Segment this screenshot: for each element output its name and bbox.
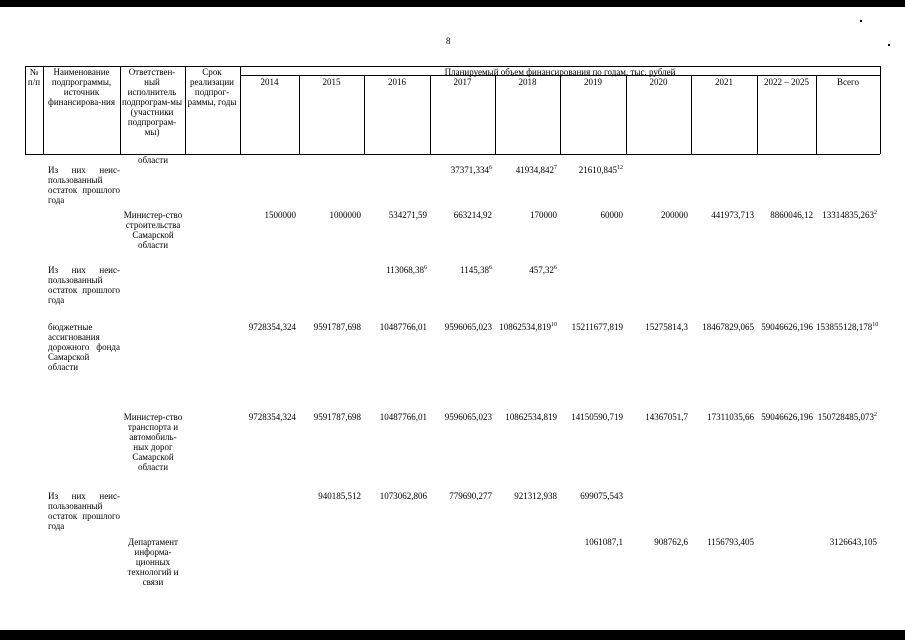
footnote-mark: 6: [489, 265, 492, 271]
row-label: Из них неис-пользованный остаток прошлого года: [48, 165, 120, 205]
value-cell: [430, 412, 492, 422]
footnote-mark: 2: [874, 412, 877, 418]
value-cell: [240, 210, 296, 220]
value-text: 457,32: [529, 265, 554, 275]
value-cell: [495, 491, 557, 501]
header-name: Наименование подпрограммы, источник финансирова-ния: [48, 67, 115, 107]
value-cell: [560, 412, 623, 422]
year-header-3: 2017: [453, 77, 472, 87]
value-text: 17311035,66: [707, 412, 754, 422]
year-header-0: 2014: [260, 77, 279, 87]
value-text: 779690,277: [449, 491, 492, 501]
value-text: 59046626,196: [761, 412, 813, 422]
value-cell: [626, 322, 688, 332]
header-num: № п/п: [27, 67, 41, 87]
value-text: 10862534,819: [499, 322, 551, 332]
value-text: 908762,6: [654, 537, 688, 547]
value-text: 41934,842: [515, 165, 554, 175]
value-cell: [691, 537, 754, 547]
value-text: 940185,512: [318, 491, 361, 501]
value-cell: [430, 210, 492, 220]
value-cell: [299, 210, 361, 220]
footnote-mark: 6: [489, 165, 492, 171]
value-text: 8860046,12: [770, 210, 813, 220]
value-cell: [430, 165, 492, 175]
bottom-border-bar: [0, 630, 905, 640]
value-cell: [560, 322, 623, 332]
value-cell: [364, 322, 427, 332]
value-cell: [495, 210, 557, 220]
value-text: 9591787,698: [313, 412, 361, 422]
value-text: 9591787,698: [313, 322, 361, 332]
value-cell: [495, 265, 557, 275]
value-cell: [757, 210, 813, 220]
value-text: 699075,543: [580, 491, 623, 501]
value-text: 18467829,065: [702, 322, 754, 332]
value-cell: [626, 412, 688, 422]
value-text: 21610,845: [578, 165, 617, 175]
value-cell: [364, 265, 427, 275]
value-text: 534271,59: [388, 210, 427, 220]
value-text: 441973,713: [711, 210, 754, 220]
page-number: 8: [446, 36, 451, 46]
header-planned: Планируемый объем финансирования по годам, тыс. рублей: [444, 67, 676, 77]
value-cell: [364, 491, 427, 501]
value-cell: [816, 537, 877, 547]
header-responsible: Ответствен-ный исполнитель подпрограм-мы (участники подпрограм-мы): [121, 67, 183, 137]
value-text: 9596065,023: [444, 412, 492, 422]
scan-speck: [860, 20, 862, 22]
value-cell: [299, 491, 361, 501]
year-header-7: 2021: [715, 77, 733, 87]
value-text: 13314835,263: [822, 210, 874, 220]
year-header-2: 2016: [388, 77, 406, 87]
value-text: 1500000: [264, 210, 296, 220]
value-cell: [757, 412, 813, 422]
value-text: 113068,38: [386, 265, 424, 275]
value-text: 153855128,178: [816, 322, 873, 332]
row-executor: области: [137, 155, 169, 165]
value-cell: [816, 322, 877, 332]
footnote-mark: 6: [554, 265, 557, 271]
footnote-mark: 12: [617, 165, 623, 171]
value-cell: [430, 265, 492, 275]
value-text: 663214,92: [453, 210, 492, 220]
value-text: 170000: [530, 210, 557, 220]
value-text: 1145,38: [460, 265, 489, 275]
value-cell: [299, 322, 361, 332]
row-label: бюджетные ассигнования дорожного фонда Самарской области: [48, 322, 120, 372]
value-cell: [364, 210, 427, 220]
value-cell: [240, 322, 296, 332]
header-grid-line: [880, 66, 881, 154]
value-cell: [560, 491, 623, 501]
value-cell: [560, 210, 623, 220]
value-text: 59046626,196: [761, 322, 813, 332]
value-text: 1156793,405: [707, 537, 754, 547]
year-header-5: 2019: [584, 77, 602, 87]
value-cell: [816, 412, 877, 422]
year-header-4: 2018: [518, 77, 537, 87]
value-cell: [430, 491, 492, 501]
value-text: 200000: [661, 210, 688, 220]
value-cell: [364, 412, 427, 422]
row-executor: Министер-ство строительства Самарской области: [123, 210, 183, 250]
value-text: 9728354,324: [248, 322, 296, 332]
value-text: 10487766,01: [379, 322, 427, 332]
value-cell: [299, 412, 361, 422]
row-label: Из них неис-пользованный остаток прошлого года: [48, 265, 120, 305]
row-executor: Департамент информа-ционных технологий и связи: [127, 537, 179, 587]
value-cell: [626, 537, 688, 547]
footnote-mark: 10: [551, 322, 557, 328]
value-text: 3126643,105: [829, 537, 877, 547]
row-label: Из них неис-пользованный остаток прошлого года: [48, 491, 120, 531]
value-text: 9728354,324: [248, 412, 296, 422]
row-executor: Министер-ство транспорта и автомобиль-ных дорог Самарской области: [123, 412, 183, 472]
value-cell: [816, 210, 877, 220]
value-text: 921312,938: [514, 491, 557, 501]
value-cell: [495, 165, 557, 175]
value-cell: [691, 210, 754, 220]
value-cell: [560, 537, 623, 547]
value-cell: [430, 322, 492, 332]
value-text: 14367051,7: [645, 412, 688, 422]
value-text: 1061087,1: [584, 537, 623, 547]
value-cell: [626, 210, 688, 220]
footnote-mark: 2: [874, 210, 877, 216]
value-text: 15211677,819: [571, 322, 623, 332]
year-header-8: 2022 – 2025: [764, 77, 809, 87]
value-text: 9596065,023: [444, 322, 492, 332]
value-text: 14150590,719: [571, 412, 623, 422]
value-cell: [495, 412, 557, 422]
footnote-mark: 6: [424, 265, 427, 271]
year-header-9: Всего: [836, 77, 860, 87]
value-text: 10862534,819: [505, 412, 557, 422]
header-term: Срок реализации подпрог-раммы, годы: [187, 67, 237, 107]
scan-speck: [888, 44, 890, 46]
value-text: 10487766,01: [379, 412, 427, 422]
footnote-mark: 10: [872, 322, 879, 328]
year-header-1: 2015: [322, 77, 341, 87]
value-cell: [691, 322, 754, 332]
top-border-bar: [0, 0, 905, 7]
value-text: 1000000: [329, 210, 361, 220]
value-cell: [757, 322, 813, 332]
value-cell: [240, 412, 296, 422]
value-text: 1073062,806: [379, 491, 427, 501]
value-text: 150728485,073: [817, 412, 874, 422]
value-cell: [691, 412, 754, 422]
value-text: 15275814,3: [645, 322, 688, 332]
footnote-mark: 7: [554, 165, 557, 171]
value-cell: [495, 322, 557, 332]
value-text: 37371,334: [450, 165, 489, 175]
year-header-6: 2020: [649, 77, 668, 87]
value-cell: [560, 165, 623, 175]
value-text: 60000: [600, 210, 623, 220]
